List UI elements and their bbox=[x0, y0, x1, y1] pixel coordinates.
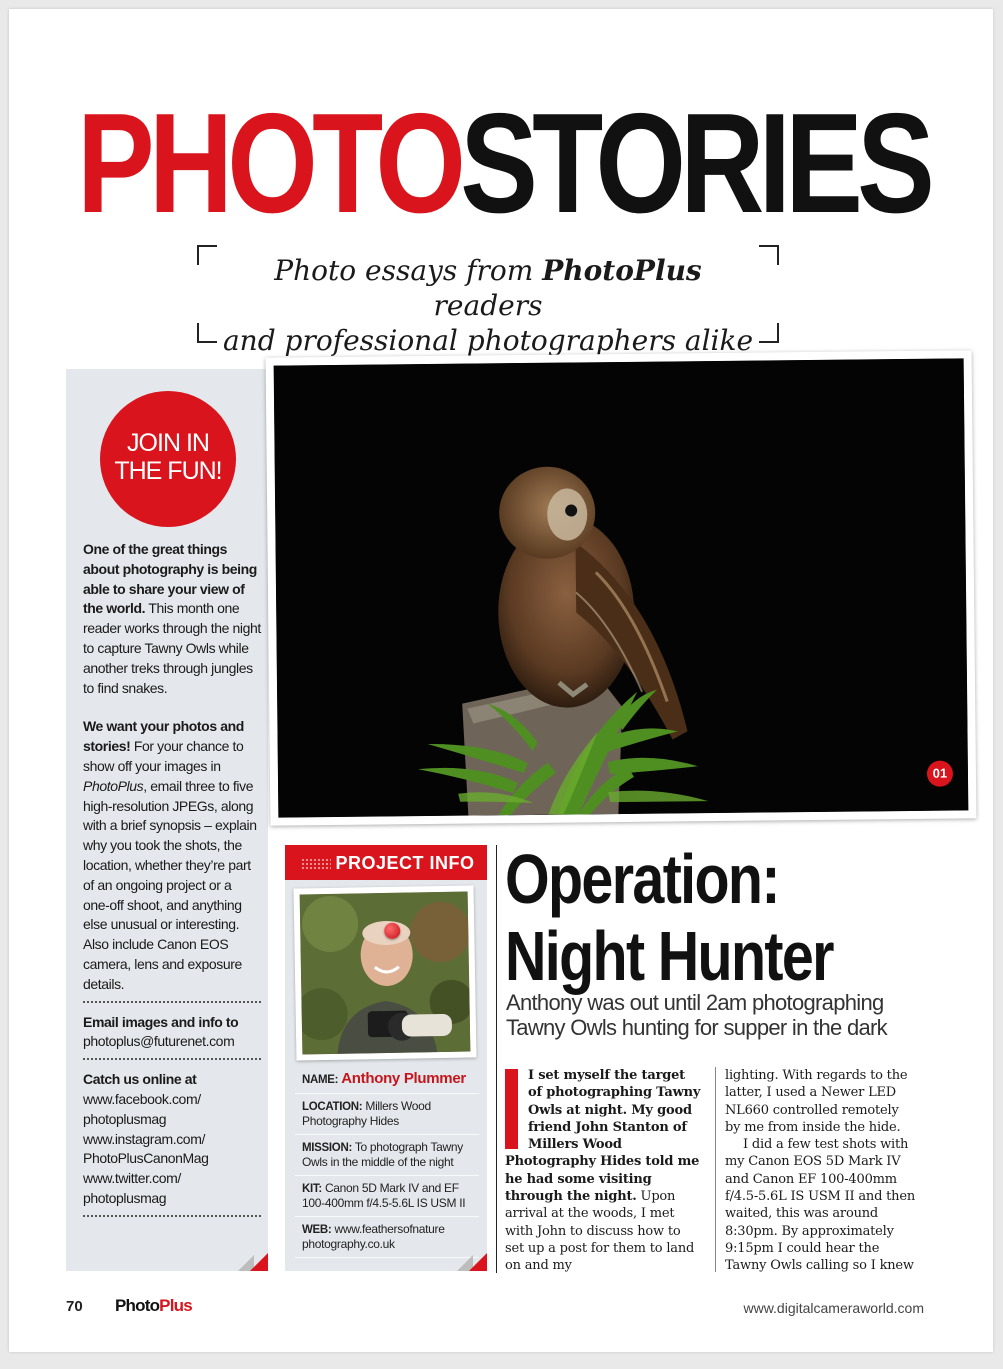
portrait-frame bbox=[294, 885, 477, 1060]
want-text-2: , email three to five high-resolution JPEGs, along with a brief synopsis – explain why you took the shots, the location, whether they’re part of an ongoing project or a one-off shoot, and anything else unusual or interesting. Also include Canon EOS camera, lens and exposure details. bbox=[83, 777, 257, 992]
project-info-header bbox=[285, 845, 487, 880]
column2-paragraph-2: I did a few test shots with my Canon EOS 5D Mark IV and Canon EF 100-400mm f/4.5-5.6L IS USM II and then waited, this was around 8:30pm. By approximately 9:15pm I could hear the Tawny Owls calling so I knew bbox=[725, 1137, 916, 1274]
name-label: NAME: bbox=[302, 1074, 339, 1086]
magazine-page bbox=[9, 9, 993, 1352]
lead-text: Upon arrival at the woods, I met with John to discuss how to set up a post for them to land on and my bbox=[505, 1189, 695, 1274]
column-divider bbox=[715, 1067, 716, 1272]
want-bold: We want your photos and stories! bbox=[83, 718, 244, 755]
kit-value: Canon 5D Mark IV and EF 100-400mm f/4.5-5.6L IS USM II bbox=[302, 1181, 466, 1210]
twitter-link[interactable]: www.twitter.com/ bbox=[83, 1170, 181, 1187]
photographer-portrait bbox=[300, 892, 471, 1055]
logo-plus: Plus bbox=[159, 1296, 192, 1315]
strapline-part: Photo essays from bbox=[274, 254, 543, 287]
footer-url[interactable]: www.digitalcameraworld.com bbox=[743, 1300, 924, 1316]
strapline bbox=[197, 237, 779, 357]
strapline-brand: PhotoPlus bbox=[542, 254, 702, 287]
location-value: Millers Wood Photography Hides bbox=[302, 1099, 431, 1128]
sidebar-want bbox=[83, 717, 261, 994]
corner-flag-red bbox=[469, 1253, 487, 1271]
divider bbox=[83, 1058, 261, 1060]
lead-bold: I set myself the target of photographing Tawny Owls at night. My good friend John Stanton of Millers Wood Photography Hides told me he had some visiting through the night. bbox=[505, 1068, 701, 1205]
bracket-top-left bbox=[197, 245, 217, 265]
article bbox=[496, 840, 922, 1274]
bracket-top-right bbox=[759, 245, 779, 265]
dots-decoration bbox=[301, 858, 331, 870]
online-heading: Catch us online at bbox=[83, 1071, 197, 1088]
facebook-link-handle[interactable]: photoplusmag bbox=[83, 1110, 167, 1127]
badge-line1: JOIN IN bbox=[127, 429, 209, 457]
badge-line2: THE FUN! bbox=[114, 457, 222, 485]
masthead-title bbox=[77, 84, 930, 243]
intro-text: This month one reader works through the night to capture Tawny Owls while another treks through jungles to find snakes. bbox=[83, 600, 261, 696]
photo-number-badge: 01 bbox=[927, 761, 953, 787]
strapline-text bbox=[221, 253, 755, 358]
web-link[interactable]: www.feathersofnature photography.co.uk bbox=[302, 1222, 445, 1251]
owl-on-post-photo bbox=[274, 358, 969, 817]
article-column-2 bbox=[715, 1067, 917, 1272]
intro-bold: One of the great things about photography is being able to share your view of the world. bbox=[83, 541, 257, 617]
location-label: LOCATION: bbox=[302, 1101, 363, 1113]
sidebar-text bbox=[83, 540, 261, 1227]
article-column-1 bbox=[505, 1067, 703, 1275]
instagram-link-handle[interactable]: PhotoPlusCanonMag bbox=[83, 1150, 209, 1167]
owl-illustration bbox=[274, 358, 969, 817]
column2-paragraph-1: lighting. With regards to the latter, I used a Newer LED NL660 controlled remotely by me from inside the hide. bbox=[725, 1068, 908, 1135]
info-row-mission bbox=[295, 1135, 479, 1176]
portrait-illustration bbox=[300, 892, 471, 1055]
project-info-box bbox=[285, 845, 487, 1271]
divider bbox=[83, 1215, 261, 1217]
bracket-bottom-left bbox=[197, 323, 217, 343]
mission-value: To photograph Tawny Owls in the middle of the night bbox=[302, 1140, 463, 1169]
project-info-title: PROJECT INFO bbox=[335, 853, 475, 873]
join-in-badge bbox=[100, 391, 236, 527]
logo-photo: Photo bbox=[115, 1296, 160, 1315]
facebook-link[interactable]: www.facebook.com/ bbox=[83, 1090, 201, 1107]
article-headline bbox=[505, 841, 833, 995]
strapline-line2: and professional photographers alike bbox=[222, 324, 754, 357]
divider bbox=[83, 1001, 261, 1003]
corner-flag-red bbox=[250, 1253, 268, 1271]
online-block bbox=[83, 1070, 261, 1209]
email-link[interactable]: photoplus@futurenet.com bbox=[83, 1033, 235, 1050]
web-label: WEB: bbox=[302, 1224, 332, 1236]
instagram-link[interactable]: www.instagram.com/ bbox=[83, 1130, 205, 1147]
twitter-link-handle[interactable]: photoplusmag bbox=[83, 1189, 167, 1206]
kit-label: KIT: bbox=[302, 1183, 322, 1195]
drop-cap-bar bbox=[505, 1069, 518, 1149]
info-row-location bbox=[295, 1094, 479, 1135]
article-standfirst: Anthony was out until 2am photographing Tawny Owls hunting for supper in the dark bbox=[506, 990, 887, 1040]
bracket-bottom-right bbox=[759, 323, 779, 343]
project-info-details bbox=[295, 1067, 479, 1258]
sidebar-join-in bbox=[66, 369, 268, 1271]
info-row-kit bbox=[295, 1176, 479, 1217]
want-text: For your chance to show off your images in bbox=[83, 738, 244, 774]
headline-line1: Operation: bbox=[505, 840, 779, 918]
info-row-name bbox=[295, 1067, 479, 1094]
photographer-name: Anthony Plummer bbox=[341, 1070, 466, 1087]
masthead-part-stories: STORIES bbox=[460, 84, 930, 243]
email-block bbox=[83, 1013, 261, 1053]
page-number: 70 bbox=[66, 1298, 83, 1315]
sidebar-intro bbox=[83, 540, 261, 698]
email-heading: Email images and info to bbox=[83, 1013, 239, 1030]
footer-logo bbox=[115, 1296, 192, 1316]
mission-label: MISSION: bbox=[302, 1142, 352, 1154]
info-row-web bbox=[295, 1217, 479, 1258]
masthead-part-photo: PHOTO bbox=[77, 84, 461, 243]
strapline-part: readers bbox=[433, 289, 543, 322]
main-photo-frame bbox=[266, 350, 977, 825]
headline-line2: Night Hunter bbox=[505, 917, 833, 995]
want-brand: PhotoPlus bbox=[83, 777, 144, 794]
